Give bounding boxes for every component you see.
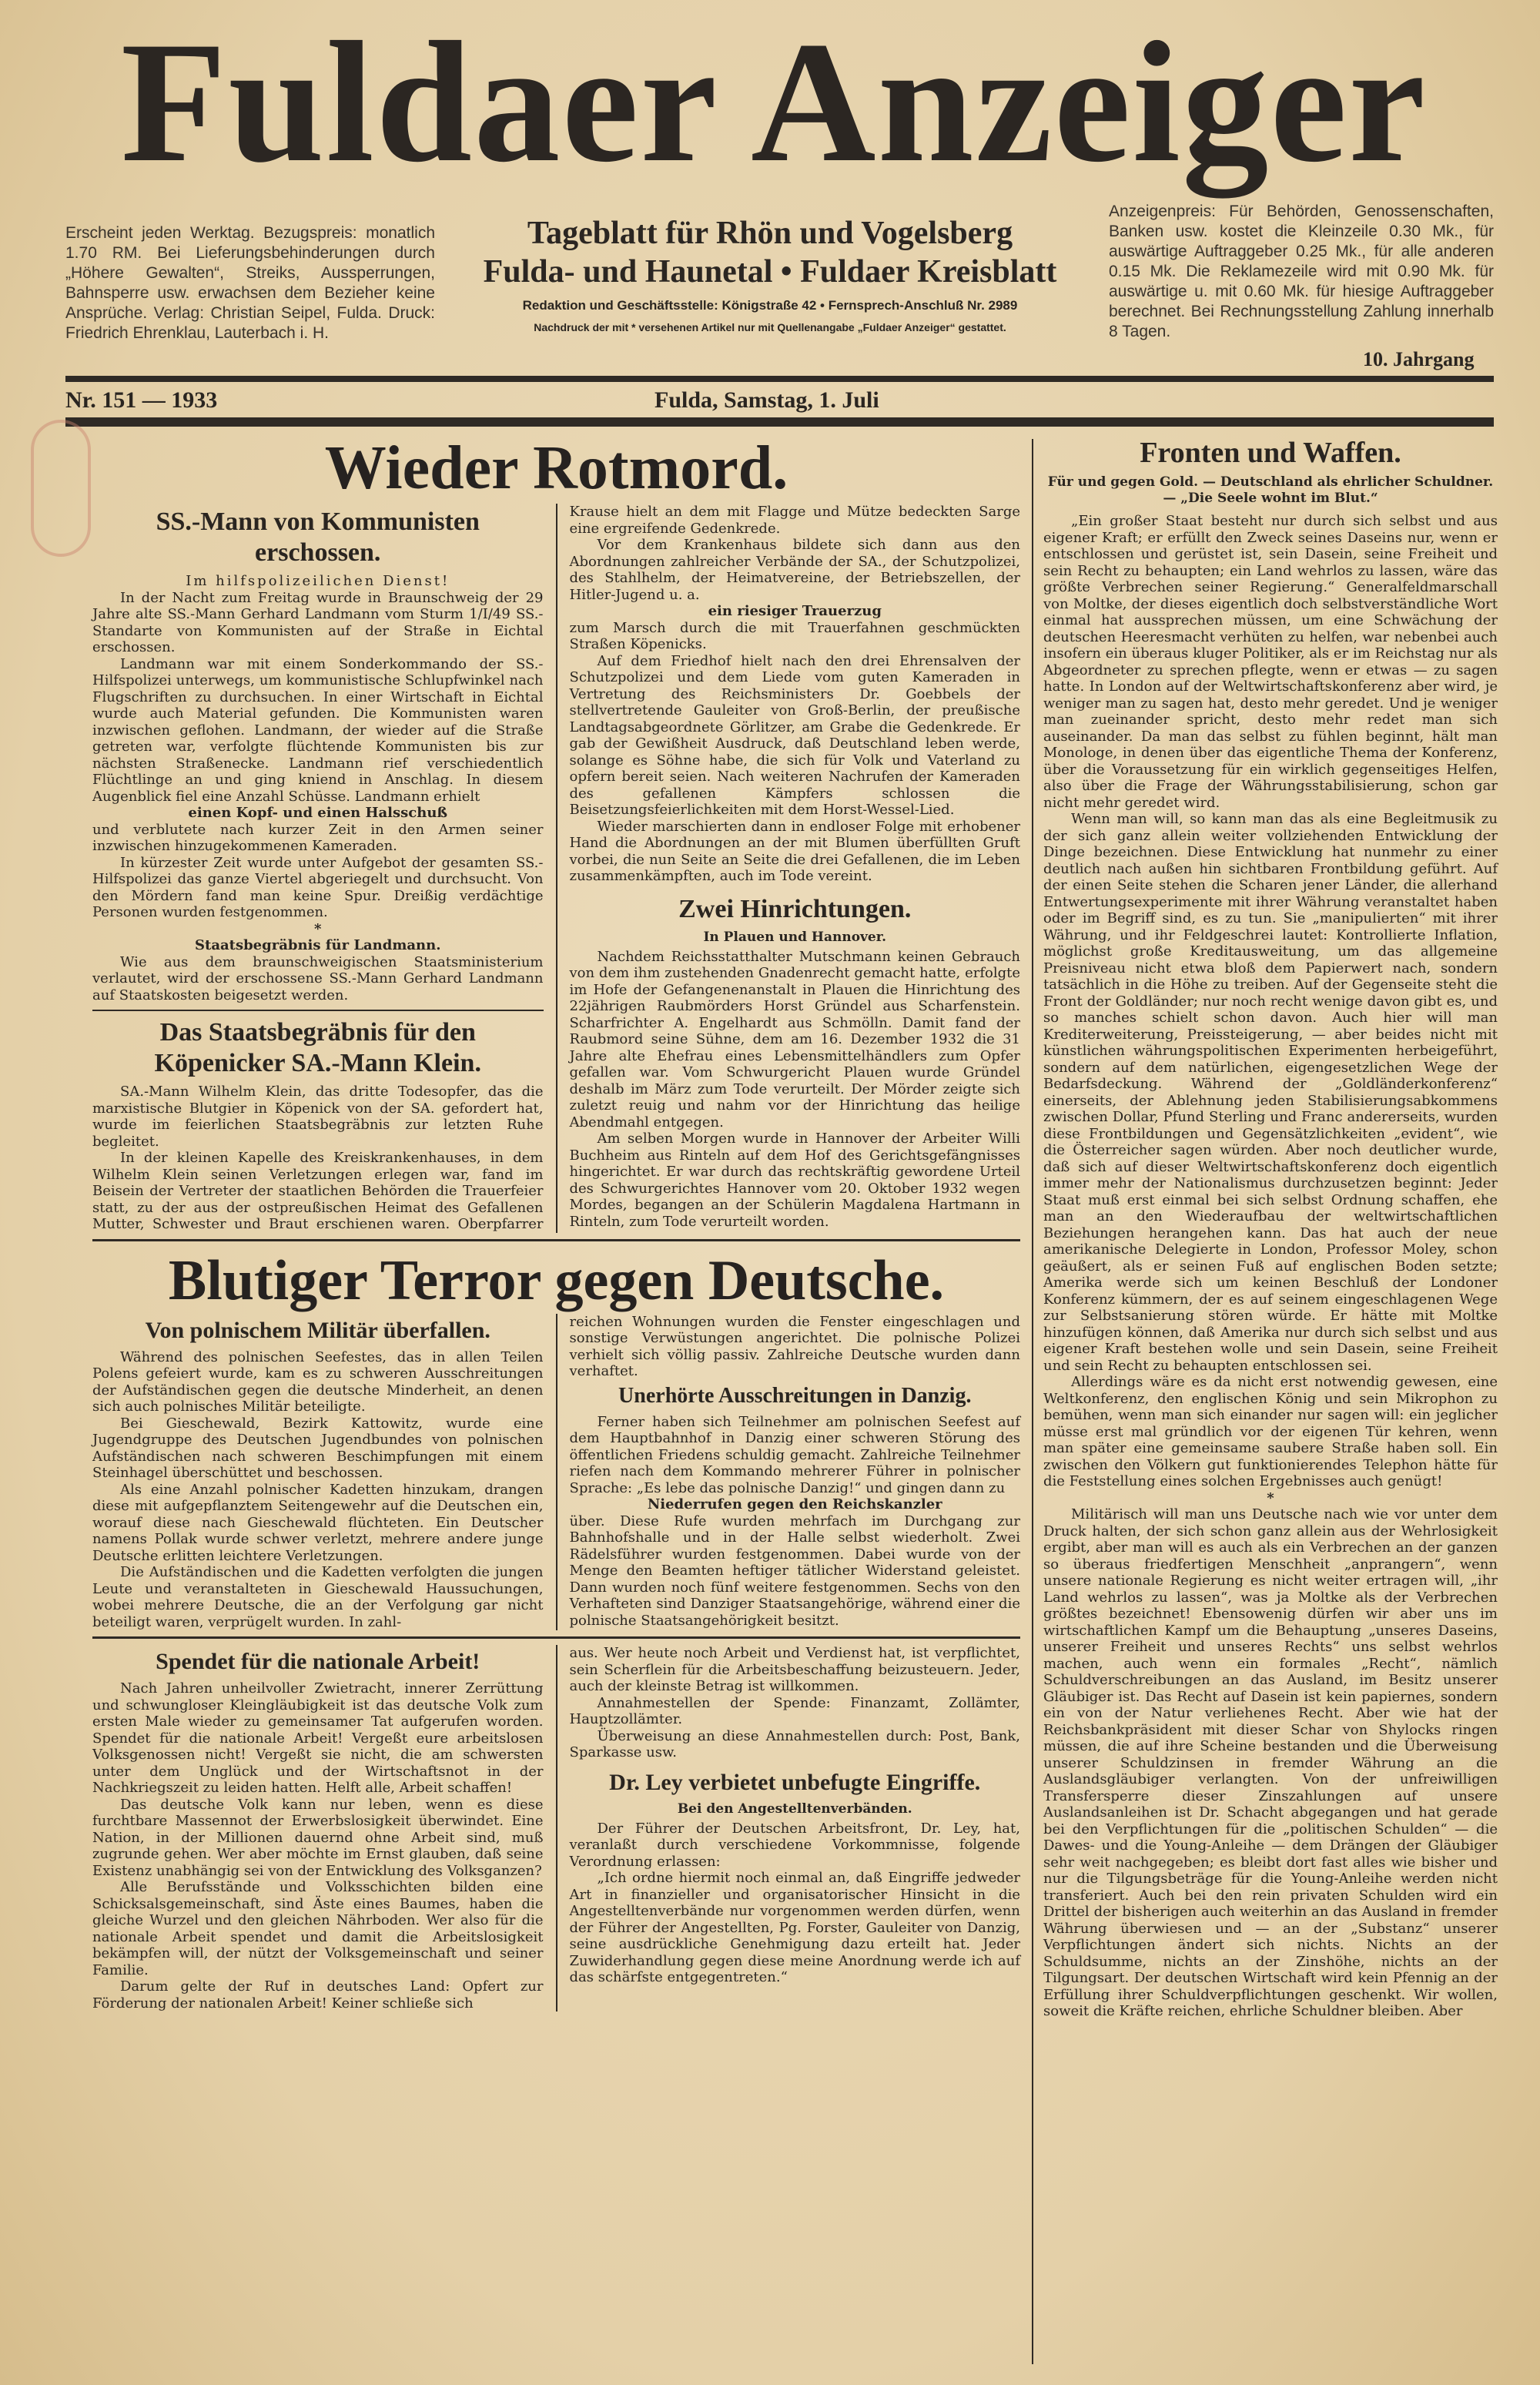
masthead-subtitles	[447, 214, 1093, 334]
article-title: Fronten und Waffen.	[1140, 437, 1401, 469]
paragraph: aus. Wer heute noch Arbeit und Verdienst hat, ist verpflichtet, sein Scherflein für die Arbeitsbeschaffung beizusteuern. Jeder, auch der kleinste Betrag ist willkommen.	[569, 1645, 1020, 1694]
paragraph: und verblutete nach kurzer Zeit in den Armen seiner inzwischen hinzugekommenen Kameraden.	[92, 821, 544, 854]
library-stamp	[31, 420, 91, 557]
article-subtitle: Im hilfspolizeilichen Dienst!	[186, 573, 450, 589]
reprint-note: Nachdruck der mit * versehenen Artikel nur mit Quellenangabe „Fuldaer Anzeiger“ gestattet.	[534, 321, 1006, 333]
article-subtitle: Für und gegen Gold. — Deutschland als ehrlicher Schuldner. — „Die Seele wohnt im Blut.“	[1047, 474, 1494, 506]
paragraph: Wieder marschierten dann in endloser Folge mit erhobener Hand die Abordnungen an der mit Blumen überfüllten Gruft vorbei, die nun Seite an Seite die drei Gefallenen, die im Leben zusammenkämpften, auch im Tode vereint.	[569, 818, 1020, 884]
masthead-title: Fuldaer Anzeiger	[120, 5, 1428, 198]
paragraph: In der Nacht zum Freitag wurde in Braunschweig der 29 Jahre alte SS.-Mann Gerhard Landmann vom Sturm 1/I/49 SS.-Standarte von Kommunisten auf der Straße in Eichtal erschossen.	[92, 589, 544, 655]
highlight-line: ein riesiger Trauerzug	[708, 603, 882, 619]
article-title: Zwei Hinrichtungen.	[678, 894, 912, 923]
paragraph: Überweisung an diese Annahmestellen durch: Post, Bank, Sparkasse usw.	[569, 1727, 1020, 1760]
paragraph: Nach Jahren unheilvoller Zwietracht, innerer Zerrüttung und schwungloser Kleingläubigkeit ist das deutsche Volk zum ersten Male wieder zu gemeinsamer Tat aufgerufen worden. Spendet für die nationale Arbeit! Vergeßt eure arbeitslosen Volksgenossen nicht! Vergeßt sie nicht, die am schwersten unter dem Unglück und der Wirtschaftsnot in der Nachkriegszeit zu leiden hatten. Helft alle, Arbeit schaffen!	[92, 1680, 544, 1796]
paragraph: Alle Berufsstände und Volksschichten bilden eine Schicksalsgemeinschaft, sind Äste eines Baumes, haben die gleiche Wurzel und den gleichen Nährboden. Wer also für die nationale Arbeit spendet und damit die Arbeitslosigkeit bekämpfen will, der nützt der Volksgemeinschaft und seiner Familie.	[92, 1879, 544, 1978]
column-divider	[1032, 439, 1033, 2364]
article-title: Von polnischem Militär überfallen.	[145, 1317, 490, 1343]
main-news-area	[92, 433, 1020, 2012]
headline-rotmord: Wieder Rotmord.	[324, 434, 788, 502]
highlight-line: einen Kopf- und einen Halsschuß	[188, 805, 448, 821]
paragraph: Am selben Morgen wurde in Hannover der Arbeiter Willi Buchheim aus Rinteln auf dem Hof des Gerichtsgefängnisses hingerichtet. Er war durch das rechtskräftig gewordene Urteil des Schwurgerichtes Hannover vom 20. Oktober 1932 wegen Mordes, begangen an der Schülerin Magdalena Hartmann in Rinteln, zum Tode verurteilt worden.	[569, 1131, 1020, 1230]
divider	[92, 1010, 544, 1011]
section-terror	[92, 1314, 1020, 1631]
header-rule-top	[65, 376, 1494, 382]
advertising-rates: Anzeigenpreis: Für Behörden, Genossenschaften, Banken usw. kostet die Kleinzeile 0.30 Mk., für auswärtige Auftraggeber 0.25 Mk., für alle anderen 0.15 Mk. Die Reklamezeile wird mit 0.90 Mk. für auswärtige u. mit 0.60 Mk. für hiesige Auftraggeber berechnet. Bei Rechnungsstellung Zahlung innerhalb 8 Tagen.	[1109, 203, 1494, 340]
paragraph: Die Aufständischen und die Kadetten verfolgten die jungen Leute und veranstalteten in Gieschewald Haussuchungen, wobei mehrere Deutsche, die an der Verfolgung gar nicht beteiligt waren, verprügelt wurden. In zahl-	[92, 1564, 544, 1630]
issue-date: Fulda, Samstag, 1. Juli	[654, 387, 879, 413]
paragraph: Als eine Anzahl polnischer Kadetten hinzukam, drangen diese mit aufgepflanztem Seitengewehr auf die Deutschen ein, worauf diese nach Gieschewald flüchteten. Ein Deutscher namens Pollak wurde schwer verletzt, mehrere andere junge Deutsche erlitten leichtere Verletzungen.	[92, 1481, 544, 1564]
paragraph: Allerdings wäre es da nicht erst notwendig gewesen, eine Weltkonferenz, den englischen König und sein Mikrophon zu bemühen, wenn man sich einander nur sagen will: ein jeglicher müsse erst mal gründlich vor der eigenen Tür kehren, wenn man später eine gemeinsame saubere Straße haben soll. Ein zwischen den Völkern gut funktionierendes Telephon hätte für die Feststellung eines solchen Ergebnisses auch genügt!	[1043, 1374, 1498, 1489]
paragraph: Nachdem Reichsstatthalter Mutschmann keinen Gebrauch von dem ihm zustehenden Gnadenrecht gemacht hatte, erfolgte im Hofe der Gefangenenanstalt in Plauen die Hinrichtung des 22jährigen Raubmörders Horst Gründel aus Scharfenstein. Scharfrichter A. Engelhardt aus Schmölln. Damit fand der Raubmord seine Sühne, dem am 16. Dezember 1932 die 31 Jahre alte Ehefrau eines Lebensmittelhändlers zum Opfer gefallen war. Vom Schwurgericht Plauen wurde Gründel deshalb im März zum Tode verurteilt. Der Mörder zeigte sich zuletzt reuig und nahm vor der Hinrichtung das heilige Abendmahl entgegen.	[569, 948, 1020, 1131]
section-rotmord	[92, 504, 1020, 1233]
paragraph: In kürzester Zeit wurde unter Aufgebot der gesamten SS.-Hilfspolizei das ganze Viertel abgeriegelt und durchsucht. Von den Mördern fand man keine Spur. Dreißig verdächtige Personen wurden festgenommen.	[92, 854, 544, 920]
separator: *	[1267, 1489, 1274, 1506]
paragraph: „Ein großer Staat besteht nur durch sich selbst und aus eigener Kraft; er erfüllt den Zweck seines Daseins nur, wenn er entschlossen und gerüstet ist, sein Dasein, seine Freiheit und sein Recht zu behaupten; ein Land wehrlos zu lassen, wäre das größte Verbrechen seiner Regierung.“ Generalfeldmarschall von Moltke, der dieses eigentlich doch selbstverständliche Wort einmal hat aussprechen müssen, um eine Schwächung der deutschen Heeresmacht verhüten zu helfen, war nebenbei auch insofern ein überaus kluger Politiker, als er im Reichstag nur als Abgeordneter zu sprechen pflegte, wenn er etwas — zu sagen hatte. In London auf der Weltwirtschaftskonferenz aber wird, je weniger man zu sagen hat, desto mehr geredet. Und je weniger man zueinander spricht, desto mehr redet man sich auseinander. Da man das selbst zu fühlen beginnt, hält man Monologe, in denen über das eigentliche Thema der Konferenz, über die Voraussetzung für ein wirklich gegenseitiges Helfen, also über die Frage der Währungsstabilisierung, schon gar nicht mehr geredet wird.	[1043, 513, 1498, 811]
paragraph: reichen Wohnungen wurden die Fenster eingeschlagen und sonstige Verwüstungen angerichtet. Die polnische Polizei verhielt sich völlig passiv. Zahlreiche Deutsche wurden dann verhaftet.	[569, 1313, 1020, 1379]
article-fronten-und-waffen	[1043, 433, 1498, 2020]
paragraph: Wenn man will, so kann man das als eine Begleitmusik zu der sich ganz allein weiter vollziehenden Entwicklung der Dinge bezeichnen. Diese Entwicklung hat nunmehr zu einer deutlich nach außen hin sichtbaren Frontbildung geführt. Auf der einen Seite stehen die Scharen jener Länder, die allerhand Entwertungsexperimente mit ihrer Währung veranstaltet haben oder im Begriff sind, es zu tun. Sie „manipulierten“ mit ihrer Währung, und ihr Feldgeschrei lautet: Kontrollierte Inflation, möglichst große Kreditausweitung, um das allgemeine Preisniveau nicht etwa bloß dem Papierwert nach, sondern tatsächlich in die Höhe zu treiben. Auf der Gegenseite steht die Front der Goldländer; nur noch recht wenige davon gibt es, und so manches schielt schon davon. Auch hier will man Krediterweiterung, Preissteigerung, — aber beides nicht mit künstlichen währungspolitischen Experimenten herbeigeführt, sondern auf dem natürlichen, eigengesetzlichen Wege der Bedarfsdeckung. Während der „Goldländerkonferenz“ einerseits, der Ablehnung jeden Stabilisierungsabkommens zwischen Dollar, Pfund Sterling und Franc andererseits, wurden diese Frontbildungen und Gegensätzlichkeiten „evident“, wie die Österreicher sagen würden. Aber noch deutlicher wurde, daß sich auf dieser Weltwirtschaftskonferenz doch eigentlich immer mehr der Nationalismus durchzusetzen beginnt: Jeder Staat muß erst einmal bei sich selbst Ordnung schaffen, ehe man an den Wiederaufbau der weltwirtschaftlichen Beziehungen herangehen kann. Das hat auch der neue amerikanische Delegierte in London, Professor Moley, schon geäußert, als er seinen Fuß auf englischen Boden setzte; Amerika werde sich um keinen Beschluß der Londoner Konferenz kümmern, der es auf seinem eingeschlagenen Wege zur Selbstsanierung stören würde. Er hätte mit Moltke hinzufügen können, daß Amerika nur durch sich selbst und aus eigener Kraft bestehen wolle und sein Dasein, seine Freiheit und sein Recht zu behaupten entschlossen sei.	[1043, 811, 1498, 1374]
editorial-address: Redaktion und Geschäftsstelle: Königstraße 42 • Fernsprech-Anschluß Nr. 2989	[522, 298, 1018, 313]
article-title: SS.-Mann von Kommunisten erschossen.	[156, 507, 480, 567]
highlight-line: Niederrufen gegen den Reichskanzler	[647, 1496, 942, 1512]
article-subtitle: Bei den Angestelltenverbänden.	[677, 1800, 912, 1817]
subtitle-line-2: Fulda- und Haunetal • Fuldaer Kreisblatt	[483, 254, 1057, 290]
article-title: Spendet für die nationale Arbeit!	[156, 1649, 480, 1674]
paragraph: In der kleinen Kapelle des Kreiskrankenhauses, in dem Wilhelm Klein seinen Verletzungen erlegen war, fand im Beisein der Vertreter der staatlichen Behörden die Trauerfeier statt, zu der aus der ostpreußischen Heimat des Gefallenen Mutter, Schwester und Braut erschienen waren. Oberpfarrer Krause hielt an dem mit Flagge und Mütze bedeckten Sarge eine ergreifende Gedenkrede.	[92, 504, 1020, 1232]
paragraph: Der Führer der Deutschen Arbeitsfront, Dr. Ley, hat, veranlaßt durch verschiedene Vorkommnisse, folgende Verordnung erlassen:	[569, 1820, 1020, 1870]
divider	[92, 1636, 1020, 1639]
subscription-info: Erscheint jeden Werktag. Bezugspreis: monatlich 1.70 RM. Bei Lieferungsbehinderungen durch „Höhere Gewalten“, Streiks, Aussperrungen, Bahnsperre usw. erwachsen dem Bezieher keine Ansprüche. Verlag: Christian Seipel, Fulda. Druck: Friedrich Ehrenklau, Lauterbach i. H.	[65, 224, 435, 342]
paragraph: zum Marsch durch die mit Trauerfahnen geschmückten Straßen Köpenicks.	[569, 619, 1020, 652]
section-spende	[92, 1645, 1020, 2012]
paragraph: Das deutsche Volk kann nur leben, wenn es diese furchtbare Massennot der Erwerbslosigkeit überwindet. Eine Nation, in der Millionen dauernd ohne Arbeit sind, muß zugrunde gehen. Wer aber möchte im Ernst glauben, daß seine Existenz unabhängig sei von der Entwicklung des Volksganzen?	[92, 1796, 544, 1879]
header-rule-bottom	[65, 417, 1494, 427]
article-title: Unerhörte Ausschreitungen in Danzig.	[618, 1383, 972, 1408]
paragraph: Während des polnischen Seefestes, das in allen Teilen Polens gefeiert wurde, kam es zu schweren Ausschreitungen der Aufständischen gegen die deutsche Minderheit, an denen sich auch polnisches Militär beteiligte.	[92, 1348, 544, 1415]
issue-number: Nr. 151 — 1933	[65, 387, 218, 413]
paragraph: Ferner haben sich Teilnehmer am polnischen Seefest auf dem Hauptbahnhof in Danzig einer schweren Störung des öffentlichen Friedens schuldig gemacht. Zahlreiche Teilnehmer riefen nach dem Kommando mehrerer Führer in polnischer Sprache: „Es lebe das polnische Danzig!“ und gingen dann zu	[569, 1413, 1020, 1496]
paragraph: SA.-Mann Wilhelm Klein, das dritte Todesopfer, das die marxistische Blutgier in Köpenick von der SA. gefordert hat, wurde im feierlichen Staatsbegräbnis zur letzten Ruhe begleitet.	[92, 1084, 544, 1150]
article-title: Dr. Ley verbietet unbefugte Eingriffe.	[609, 1769, 981, 1795]
paragraph: Militärisch will man uns Deutsche nach wie vor unter dem Druck halten, der sich schon ganz allein aus der Wehrlosigkeit ergibt, aber man will es auch als ein Verbrechen an der ganzen so überaus friedfertigen Menschheit „anprangern“, wenn unsere nationale Regierung es nicht weiter ertragen will, „ihr Land wehrlos zu lassen“, was ja Moltke als der Verbrechen größtes bezeichnet! Ebensowenig dürfen wir aber uns im wirtschaftlichen Kampf um die Behauptung „unseres Daseins, unserer Freiheit und unseres Rechts“ uns selbst wehrlos machen, auch wenn ein formales „Recht“, nämlich Schuldverschreibungen an das Ausland, im Besitz unserer Gläubiger ist. Das Recht auf Dasein ist kein papiernes, sondern ein von der Natur verliehenes Recht. Aber wie hat der Reichsbankpräsident mit dieser Schar von Shylocks ringen müssen, die auf ihre Scheine bestanden und die Überweisung unserer Schuldzinsen in fremder Währung an die Auslandsgläubiger verlangten. Von der unfreiwilligen Transfersperre dieser Zinszahlungen auf unsere Auslandsanleihen ist Dr. Schacht abgegangen und hat gerade bei den Verpflichtungen für die „politischen Schulden“ — die Dawes- und die Young-Anleihe — dem Drängen der Gläubiger sehr weit nachgegeben; es bleibt dort fast alles wie bisher und nur die Tilgungsbeträge für die Young-Anleihe werden nicht transferiert. Auch bei den rein privaten Schulden wird ein Drittel der bisherigen auch weiterhin an das Ausland in fremder Währung überwiesen und — an der „Substanz“ unserer Verpflichtungen ändert sich nichts. Nichts an der Schuldsumme, nichts an der Zinshöhe, nichts an der Tilgungsart. Der deutschen Wirtschaft wird kein Pfennig an der Erfüllung ihrer Schuldverpflichtungen geschenkt. Wir wollen, soweit die Kräfte reichen, ehrliche Schuldner bleiben. Aber	[1043, 1506, 1498, 2019]
subtitle-line-1: Tageblatt für Rhön und Vogelsberg	[527, 216, 1013, 251]
volume: 10. Jahrgang	[1363, 348, 1475, 370]
paragraph: Auf dem Friedhof hielt nach den drei Ehrensalven der Schutzpolizei und dem Liede vom guten Kameraden in Vertretung des Reichsministers Dr. Goebbels der stellvertretende Gauleiter von Groß-Berlin, der preußische Landtagsabgeordnete Görlitzer, am Grabe die Gedenkrede. Er gab der Gewißheit Ausdruck, daß Deutschland leben werde, solange es Söhne habe, die sich für Volk und Vaterland zu opfern bereit seien. Nach weiteren Nachrufen der Kameraden des gefallenen Kämpfers schlossen die Beisetzungsfeierlichkeiten mit dem Horst-Wessel-Lied.	[569, 652, 1020, 818]
divider	[92, 1239, 1020, 1241]
separator: *	[314, 920, 322, 937]
paragraph: Landmann war mit einem Sonderkommando der SS.-Hilfspolizei unterwegs, um kommunistische Schlupfwinkel nach Flugschriften zu durchsuchen. In einer Wirtschaft in Eichtal wurde auch Material gefunden. Die Kommunisten waren inzwischen geflohen. Landmann, der wieder auf die Straße getreten war, verfolgte flüchtende Kommunisten bis zur nächsten Straßenecke. Landmann rief verschiedentlich Flüchtlinge an und ging kniend in Anschlag. In diesem Augenblick fiel eine Anzahl Schüsse. Landmann erhielt	[92, 655, 544, 805]
paragraph: Bei Gieschewald, Bezirk Kattowitz, wurde eine Jugendgruppe des Deutschen Jugendbundes von polnischen Aufständischen nach schweren Beschimpfungen mit einem Steinhagel überschüttet und beschossen.	[92, 1415, 544, 1481]
paragraph: Darum gelte der Ruf in deutsches Land: Opfert zur Förderung der nationalen Arbeit! Keiner schließe sich	[92, 1978, 544, 2012]
article-title: Das Staatsbegräbnis für den Köpenicker SA.-Mann Klein.	[154, 1018, 481, 1077]
paragraph: über. Diese Rufe wurden mehrfach im Durchgang zur Bahnhofshalle und in der Halle selbst wiederholt. Zwei Rädelsführer wurden festgenommen. Dabei wurde von der Menge den Beamten heftiger tätlicher Widerstand geleistet. Dann wurden noch fünf weitere festgenommen. Sechs von den Verhafteten sind Danziger Staatsangehörige, während einer die polnische Staatsangehörigkeit besitzt.	[569, 1512, 1020, 1629]
section-subtitle: Staatsbegräbnis für Landmann.	[195, 937, 441, 953]
paragraph: Vor dem Krankenhaus bildete sich dann aus den Abordnungen zahlreicher Verbände der SA., der Schutzpolizei, des Stahlhelm, der Heimatvereine, der Betriebszellen, der Hitler-Jugend u. a.	[569, 537, 1020, 603]
paragraph: Wie aus dem braunschweigischen Staatsministerium verlautet, wird der erschossene SS.-Mann Gerhard Landmann auf Staatskosten beigesetzt werden.	[92, 953, 544, 1003]
article-subtitle: In Plauen und Hannover.	[703, 929, 887, 945]
paragraph: „Ich ordne hiermit noch einmal an, daß Eingriffe jedweder Art in finanzieller und organisatorischer Hinsicht in die Angestelltenverbände nur vorgenommen werden dürfen, wenn der Führer der Angestellten, Pg. Forster, Gauleiter von Danzig, seine ausdrückliche Genehmigung dazu erteilt hat. Jeder Zuwiderhandlung gegen diese meine Anordnung werde ich auf das schärfste entgegentreten.“	[569, 1870, 1020, 1985]
headline-terror: Blutiger Terror gegen Deutsche.	[168, 1248, 945, 1312]
paragraph: Annahmestellen der Spende: Finanzamt, Zollämter, Hauptzollämter.	[569, 1694, 1020, 1727]
